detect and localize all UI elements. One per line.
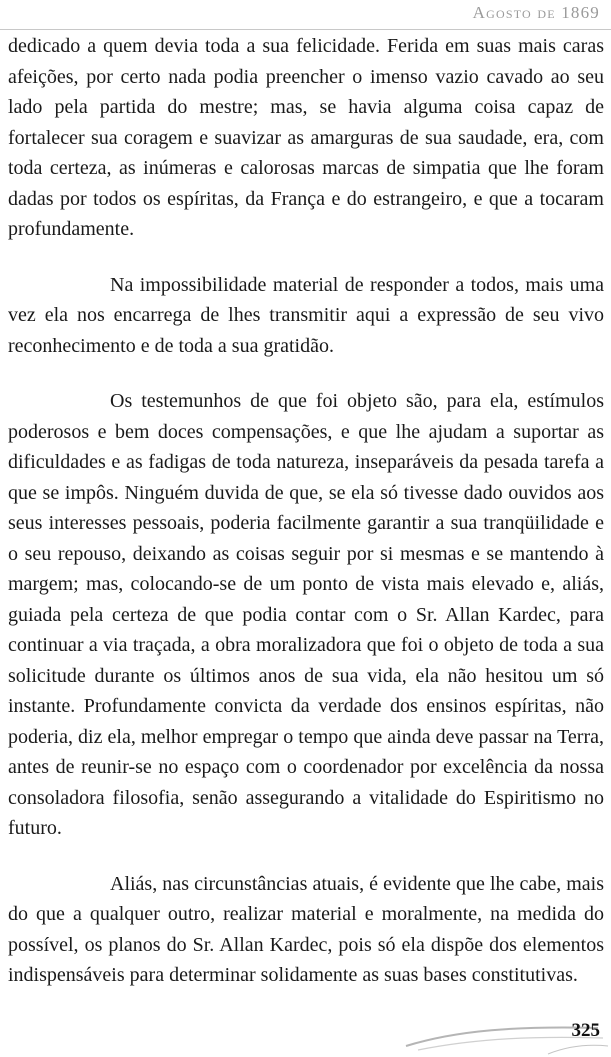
page-body bbox=[8, 31, 604, 991]
paragraph-4: Aliás, nas circunstâncias atuais, é evidente que lhe cabe, mais do que a qualquer outro, realizar material e moralmente, na medida do possível, os planos do Sr. Allan Kardec, pois só ela dispõe dos elementos indispensáveis para determinar solidamente as suas bases constitutivas. bbox=[8, 872, 604, 986]
paragraph-2: Na impossibilidade material de responder a todos, mais uma vez ela nos encarrega de lhes transmitir aqui a expressão de seu vivo reconhecimento e de toda a sua gratidão. bbox=[8, 273, 604, 357]
paragraph-3: Os testemunhos de que foi objeto são, para ela, estímulos poderosos e bem doces compensações, e que lhe ajudam a suportar as dificuldades e as fadigas de toda natureza, inseparáveis da pesada tarefa a que se impôs. Ninguém duvida de que, se ela só tivesse dado ouvidos aos seus interesses pessoais, poderia facilmente garantir a sua tranqüilidade e o seu repouso, deixando as coisas seguir por si mesmas e se mantendo à margem; mas, colocando-se de um ponto de vista mais elevado e, aliás, guiada pela certeza de que podia contar com o Sr. Allan Kardec, para continuar a via traçada, a obra moralizadora que foi o objeto de toda a sua solicitude durante os últimos anos de sua vida, ela não hesitou um só instante. Profundamente convicta da verdade dos ensinos espíritas, não poderia, diz ela, melhor empregar o tempo que ainda deve passar na Terra, antes de reunir-se no espaço com o coordenador por excelência da nossa consoladora filosofia, senão assegurando a vitalidade do Espiritismo no futuro. bbox=[8, 390, 604, 839]
running-header: Agosto de 1869 bbox=[472, 3, 600, 22]
paragraph-1: dedicado a quem devia toda a sua felicidade. Ferida em suas mais caras afeições, por certo nada podia preencher o imenso vazio cavado ao seu lado pela partida do mestre; mas, se havia alguma coisa capaz de fortalecer sua coragem e suavizar as amarguras de sua saudade, era, com toda certeza, as inúmeras e calorosas marcas de simpatia que lhe foram dadas por todos os espíritas, da França e do estrangeiro, e que a tocaram profundamente. bbox=[8, 35, 604, 240]
page-number: 325 bbox=[571, 1020, 600, 1041]
header-rule bbox=[0, 29, 611, 30]
